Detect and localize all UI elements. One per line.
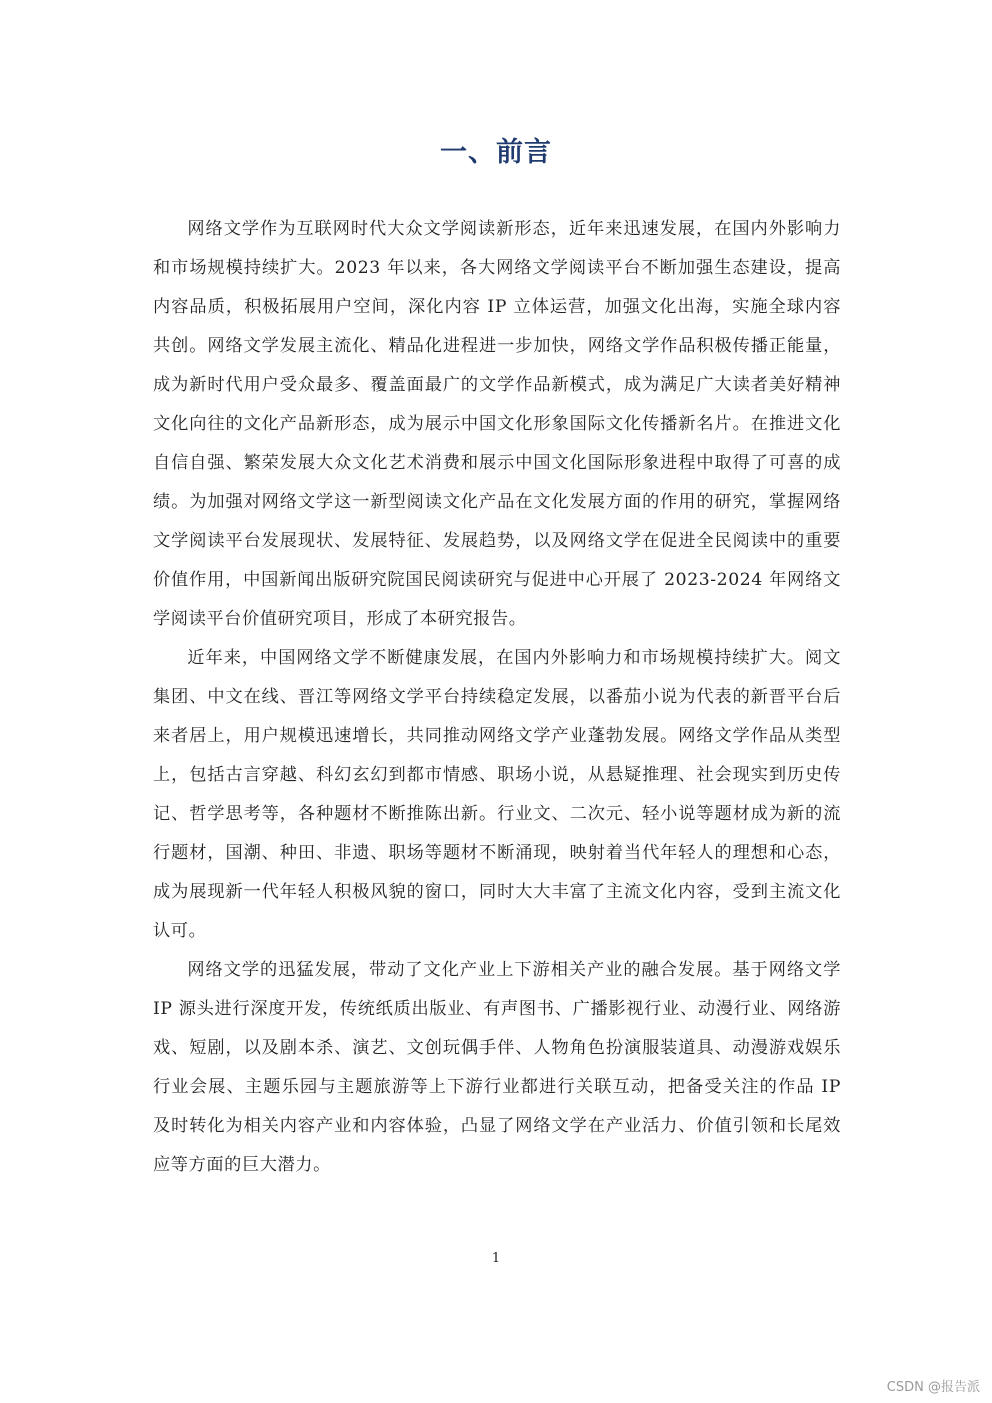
paragraph-industry: 网络文学的迅猛发展，带动了文化产业上下游相关产业的融合发展。基于网络文学 IP 源头进行深度开发，传统纸质出版业、有声图书、广播影视行业、动漫行业、网络游戏、短剧，以及剧本杀、演艺、文创玩偶手伴、人物角色扮演服装道具、动漫游戏娱乐行业会展、主题乐园与主题旅游等上下游行业都进行关联互动，把备受关注的作品 IP 及时转化为相关内容产业和内容体验，凸显了网络文学在产业活力、价值引领和长尾效应等方面的巨大潜力。: [153, 960, 841, 1175]
watermark: CSDN @报告派: [886, 1380, 980, 1395]
body-text: [153, 210, 841, 1185]
paragraph-intro: 网络文学作为互联网时代大众文学阅读新形态，近年来迅速发展，在国内外影响力和市场规模持续扩大。2023 年以来，各大网络文学阅读平台不断加强生态建设，提高内容品质，积极拓展用户空间，深化内容 IP 立体运营，加强文化出海，实施全球内容共创。网络文学发展主流化、精品化进程进一步加快，网络文学作品积极传播正能量，成为新时代用户受众最多、覆盖面最广的文学作品新模式，成为满足广大读者美好精神文化向往的文化产品新形态，成为展示中国文化形象国际文化传播新名片。在推进文化自信自强、繁荣发展大众文化艺术消费和展示中国文化国际形象进程中取得了可喜的成绩。为加强对网络文学这一新型阅读文化产品在文化发展方面的作用的研究，掌握网络文学阅读平台发展现状、发展特征、发展趋势，以及网络文学在促进全民阅读中的重要价值作用，中国新闻出版研究院国民阅读研究与促进中心开展了 2023-2024 年网络文学阅读平台价值研究项目，形成了本研究报告。: [153, 219, 841, 629]
page-title: 一、前言: [440, 137, 552, 168]
page-number: 1: [491, 1251, 501, 1266]
paragraph-development: 近年来，中国网络文学不断健康发展，在国内外影响力和市场规模持续扩大。阅文集团、中文在线、晋江等网络文学平台持续稳定发展，以番茄小说为代表的新晋平台后来者居上，用户规模迅速增长，共同推动网络文学产业蓬勃发展。网络文学作品从类型上，包括古言穿越、科幻玄幻到都市情感、职场小说，从悬疑推理、社会现实到历史传记、哲学思考等，各种题材不断推陈出新。行业文、二次元、轻小说等题材成为新的流行题材，国潮、种田、非遗、职场等题材不断涌现，映射着当代年轻人的理想和心态，成为展现新一代年轻人积极风貌的窗口，同时大大丰富了主流文化内容，受到主流文化认可。: [153, 648, 841, 941]
